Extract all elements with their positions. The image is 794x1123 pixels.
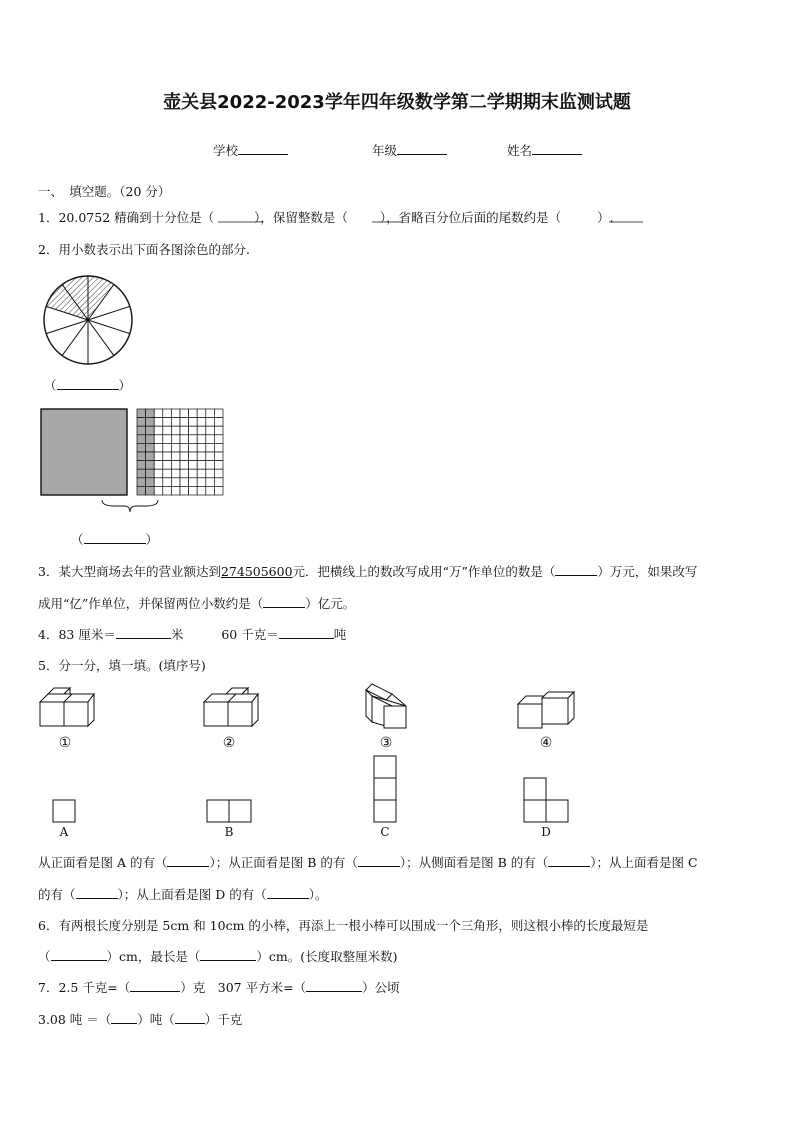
- grid-cell-shaded: [137, 418, 146, 427]
- grid-cell: [214, 469, 223, 478]
- q2-bracket: ）: [145, 532, 159, 547]
- grid-cell: [197, 409, 206, 418]
- q4-text: 60 千克＝: [221, 627, 279, 642]
- grid-cell: [197, 486, 206, 495]
- q6-blank-2[interactable]: [200, 948, 256, 961]
- grid-cell: [206, 486, 215, 495]
- q1-text: 20.0752 精确到十分位是（: [58, 210, 215, 225]
- grid-cell: [171, 426, 180, 435]
- grid-cell-shaded: [146, 452, 155, 461]
- q5-blank-4[interactable]: [76, 886, 118, 899]
- grid-cell: [163, 426, 172, 435]
- q7-blank-2[interactable]: [306, 979, 362, 992]
- grid-cell: [154, 469, 163, 478]
- grid-cell: [206, 478, 215, 487]
- q5-blank-2[interactable]: [358, 854, 400, 867]
- grid-cell: [163, 469, 172, 478]
- grid-cell: [189, 443, 198, 452]
- grid-cell: [180, 443, 189, 452]
- q4-text: 4．83 厘米＝: [38, 627, 116, 642]
- q1-text: ）.: [597, 210, 614, 225]
- grid-cell-shaded: [146, 443, 155, 452]
- grid-cell-shaded: [146, 426, 155, 435]
- figure-label-1: ①: [58, 735, 72, 751]
- question-3-line-1: [38, 562, 697, 580]
- q2-bracket: （: [44, 378, 57, 393]
- grid-cell: [206, 435, 215, 444]
- grid-cell: [197, 418, 206, 427]
- grid-cell-shaded: [137, 435, 146, 444]
- grid-cell: [189, 435, 198, 444]
- q3-text: 元．把横线上的数改写成用“万”作单位的数是（: [292, 564, 556, 579]
- page-title: 壶关县2022-2023学年四年级数学第二学期期末监测试题: [163, 92, 631, 113]
- grid-cell-shaded: [146, 435, 155, 444]
- q5-blank-1[interactable]: [167, 854, 209, 867]
- grid-cell: [189, 409, 198, 418]
- question-6-line-1: 6．有两根长度分别是 5cm 和 10cm 的小棒，再添上一根小棒可以围成一个三角形，则这根小棒的长度最短是: [38, 918, 649, 933]
- grid-cell: [189, 469, 198, 478]
- grade-label: 年级: [372, 143, 398, 158]
- grid-cell: [214, 461, 223, 470]
- q7-text: ）克 307 平方米=（: [180, 980, 307, 995]
- grid-cell-shaded: [137, 478, 146, 487]
- grid-cell-shaded: [137, 426, 146, 435]
- grid-cell: [197, 435, 206, 444]
- grid-cell: [171, 409, 180, 418]
- grid-cell: [171, 443, 180, 452]
- grid-cell-shaded: [146, 409, 155, 418]
- q1-number: 1．: [38, 210, 59, 225]
- q7-text: ）公顷: [362, 980, 400, 995]
- q7-text: ）千克: [204, 1012, 243, 1027]
- view-a-shape: [53, 800, 75, 822]
- grid-cell: [163, 409, 172, 418]
- grid-cell: [189, 426, 198, 435]
- question-4: [38, 625, 346, 643]
- view-figures: [0, 752, 794, 842]
- cube-figure-1: [40, 688, 94, 726]
- question-6-line-2: [38, 947, 397, 965]
- shaded-circle-figure: [38, 270, 138, 370]
- q3-text: ）亿元。: [305, 596, 356, 611]
- grid-cell: [163, 486, 172, 495]
- q3-underlined-number: 274505600: [220, 564, 293, 579]
- grid-cell: [189, 452, 198, 461]
- q5-blank-5[interactable]: [267, 886, 309, 899]
- q3-text: ）万元，如果改写: [597, 564, 698, 579]
- grid-cell: [180, 426, 189, 435]
- question-2: 2．用小数表示出下面各图涂色的部分.: [38, 242, 250, 257]
- q5-text: ）。: [308, 887, 328, 902]
- q4-unit: 吨: [333, 627, 347, 642]
- name-label: 姓名: [507, 143, 533, 158]
- question-5-line-1: [38, 853, 698, 871]
- grid-cell: [214, 409, 223, 418]
- grid-cell-shaded: [137, 443, 146, 452]
- figure-label-3: ③: [379, 735, 393, 751]
- q6-blank-1[interactable]: [51, 948, 107, 961]
- q7-blank-3[interactable]: [111, 1011, 137, 1024]
- grid-cell: [189, 461, 198, 470]
- q3-text: 成用“亿”作单位，并保留两位小数约是（: [38, 596, 264, 611]
- grid-cell: [206, 426, 215, 435]
- q7-blank-1[interactable]: [130, 979, 180, 992]
- q7-text: ）吨（: [137, 1012, 175, 1027]
- grid-cell-shaded: [137, 452, 146, 461]
- grid-cell: [154, 452, 163, 461]
- question-5-line-2: [38, 885, 328, 903]
- grid-cell: [206, 461, 215, 470]
- grid-cell: [180, 478, 189, 487]
- view-label-c: C: [380, 825, 390, 839]
- view-d-shape: [524, 778, 568, 822]
- grid-cell: [189, 478, 198, 487]
- grid-cell: [206, 452, 215, 461]
- q5-blank-3[interactable]: [548, 854, 590, 867]
- q5-text: ）；从侧面看是图 B 的有（: [399, 855, 549, 870]
- q1-text: ），省略百分位后面的尾数约是（: [379, 210, 562, 225]
- q2-bracket: （: [71, 532, 84, 547]
- q1-text: ），保留整数是（: [254, 210, 348, 225]
- q4-blank-2[interactable]: [279, 626, 334, 639]
- grid-cell: [154, 435, 163, 444]
- grid-cell: [214, 486, 223, 495]
- q5-text: ）；从上面看是图 D 的有（: [117, 887, 267, 902]
- grid-cell: [154, 478, 163, 487]
- q6-text: （: [38, 949, 51, 964]
- grid-cell: [171, 469, 180, 478]
- grid-cell: [206, 418, 215, 427]
- school-label: 学校: [213, 143, 239, 158]
- grid-cell: [180, 469, 189, 478]
- q4-blank-1[interactable]: [116, 626, 171, 639]
- grid-cell-shaded: [146, 478, 155, 487]
- grid-cell-shaded: [137, 486, 146, 495]
- q2-answer-1: [44, 376, 131, 394]
- grid-cell-shaded: [146, 461, 155, 470]
- grid-cell-shaded: [137, 461, 146, 470]
- q4-unit: 米: [170, 627, 184, 642]
- grid-cell: [171, 418, 180, 427]
- grid-cell: [214, 478, 223, 487]
- view-label-a: A: [59, 825, 69, 839]
- grid-cell: [154, 486, 163, 495]
- grid-cell: [154, 443, 163, 452]
- grid-cell: [206, 443, 215, 452]
- grid-cell: [171, 478, 180, 487]
- cube-figure-4: [518, 692, 574, 728]
- grid-cell: [206, 469, 215, 478]
- grid-cell: [214, 435, 223, 444]
- grid-cell-shaded: [137, 409, 146, 418]
- grid-cell: [163, 461, 172, 470]
- grid-cell: [163, 435, 172, 444]
- grid-cell: [171, 461, 180, 470]
- question-7-line-2: [38, 1010, 242, 1028]
- question-5: 5．分一分，填一填。(填序号): [38, 658, 206, 673]
- grid-cell: [206, 409, 215, 418]
- view-b-shape: [207, 800, 251, 822]
- q3-blank-1[interactable]: [555, 563, 597, 576]
- grid-cell: [180, 452, 189, 461]
- q2-blank-1[interactable]: [57, 377, 119, 390]
- grid-cell: [171, 452, 180, 461]
- grid-cell-shaded: [146, 486, 155, 495]
- grid-cell: [171, 435, 180, 444]
- grid-cell: [180, 418, 189, 427]
- figure-label-2: ②: [222, 735, 236, 751]
- grid-cell: [180, 409, 189, 418]
- question-7-line-1: [38, 978, 400, 996]
- q3-blank-2[interactable]: [263, 595, 305, 608]
- q2-answer-2: [71, 530, 158, 548]
- q6-text: ）cm，最长是（: [106, 949, 201, 964]
- grid-cell: [163, 478, 172, 487]
- grid-cell-shaded: [146, 418, 155, 427]
- cube-figure-3: [366, 684, 406, 728]
- grid-cell: [163, 443, 172, 452]
- grid-cell: [180, 486, 189, 495]
- q7-text: 3.08 吨 ＝（: [38, 1012, 112, 1027]
- q5-text: 的有（: [38, 887, 76, 902]
- grid-cell: [180, 461, 189, 470]
- view-label-d: D: [541, 825, 551, 839]
- grid-cell: [197, 426, 206, 435]
- grid-cell: [214, 418, 223, 427]
- grid-cell: [197, 461, 206, 470]
- grid-cell: [163, 418, 172, 427]
- figure-label-4: ④: [539, 735, 553, 751]
- grid-cell: [214, 452, 223, 461]
- grid-cell-shaded: [137, 469, 146, 478]
- grid-cell: [163, 452, 172, 461]
- q7-text: 7．2.5 千克=（: [38, 980, 131, 995]
- grid-cell: [180, 435, 189, 444]
- grid-cell: [154, 426, 163, 435]
- grid-cell: [154, 409, 163, 418]
- grid-cell: [214, 443, 223, 452]
- cube-figure-2: [204, 688, 258, 726]
- grid-cell: [197, 452, 206, 461]
- grid-cell: [189, 418, 198, 427]
- view-c-shape: [374, 756, 396, 822]
- section-heading: 一、 填空题。（20 分）: [38, 184, 171, 199]
- q7-blank-4[interactable]: [175, 1011, 205, 1024]
- q3-text: 3．某大型商场去年的营业额达到: [38, 564, 221, 579]
- grid-cell-shaded: [146, 469, 155, 478]
- grid-cell: [189, 486, 198, 495]
- grid-cell: [214, 426, 223, 435]
- question-3-line-2: [38, 594, 355, 612]
- q2-blank-2[interactable]: [84, 531, 146, 544]
- grid-cell: [154, 418, 163, 427]
- q2-bracket: ）: [118, 378, 132, 393]
- grid-cell: [171, 486, 180, 495]
- grid-cell: [197, 478, 206, 487]
- full-shaded-square: [41, 409, 127, 495]
- grid-cell: [197, 443, 206, 452]
- grid-cell: [154, 461, 163, 470]
- hundred-grid: [137, 409, 223, 495]
- shaded-square-grid-figure: [40, 408, 230, 508]
- q5-text: ）；从上面看是图 C: [590, 855, 698, 870]
- grid-cell: [197, 469, 206, 478]
- view-label-b: B: [224, 825, 234, 839]
- q5-text: 从正面看是图 A 的有（: [38, 855, 168, 870]
- q5-text: ）；从正面看是图 B 的有（: [209, 855, 358, 870]
- q6-text: ）cm。(长度取整厘米数): [256, 949, 398, 964]
